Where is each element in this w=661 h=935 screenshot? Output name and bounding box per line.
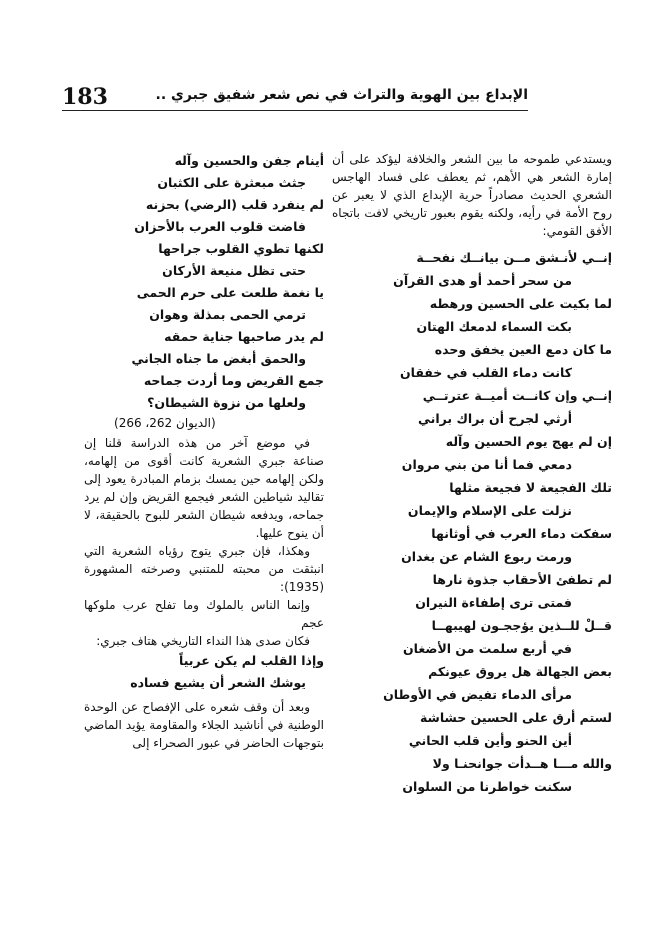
- verse-line: مرأى الدماء تفيض في الأوطان: [383, 687, 572, 702]
- verse-line: والحمق أبغض ما جناه الجاني: [131, 351, 306, 366]
- verse-line: من سحر أحمد أو هدى القرآن: [393, 273, 572, 288]
- verse-line: ولعلها من نزوة الشيطان؟: [147, 395, 306, 410]
- page-header: [62, 82, 528, 112]
- verse-line: أرثي لجرح أن براك براني: [418, 411, 572, 426]
- verse-line: دمعي فما أنا من بني مروان: [401, 457, 572, 472]
- verse-line: والله مـــا هــدأت جوانحنـا ولا: [432, 756, 612, 771]
- right-column: [332, 150, 612, 798]
- citation: (الديوان 262، 266): [114, 416, 216, 430]
- verse-line: أين الحنو وأين قلب الحاني: [408, 733, 572, 748]
- verse-line: في أربع سلمت من الأضغان: [402, 641, 572, 656]
- verse-line: فاضت قلوب العرب بالأحزان: [134, 219, 306, 234]
- paragraph: وهكذا، فإن جبري يتوج رؤياه الشعرية التي انبثقت من محبته للمتنبي وصرخته المشهورة (1935):: [84, 544, 324, 594]
- verse-line: تلك الفجيعة لا فجيعة مثلها: [449, 480, 612, 495]
- verse-line: كانت دماء القلب في خفقان: [399, 365, 572, 380]
- verse-line: حتى تظل منيعة الأركان: [162, 263, 306, 278]
- verse-line: بكت السماء لدمعك الهتان: [416, 319, 572, 334]
- quote-line: وإنما الناس بالملوك وما تفلح عرب ملوكها عجم: [84, 598, 324, 630]
- intro-paragraph: ويستدعي طموحه ما بين الشعر والخلافة ليؤكد على أن إمارة الشعر هي الأهم، ثم يعطف على فساد الهاجس الشعري الحديث مصادراً حرية الإبداع الذي لا يعبر عن روح الأمة في رأيه، ولكنه يقوم بعبور تاريخي لافت باتجاه الأفق القومي:: [332, 152, 612, 238]
- verse-line: إن لم يهج يوم الحسين وآله: [445, 434, 612, 449]
- verse-line: لم يدر صاحبها جناية حمقه: [164, 329, 324, 344]
- verse-line: قــلْ للــذين يؤججـون لهيبهــا: [431, 618, 612, 633]
- verse-line: ترمي الحمى بمذلة وهوان: [149, 307, 306, 322]
- paragraph: في موضع آخر من هذه الدراسة قلنا إن صناعة جبري الشعرية كانت أقوى من إلهامه، ولكن إلهامه حين يمسك بزمام المبادرة يعود إلى تقاليد شياطين الشعر فيجمع القريض وإن لم يرد جماحه، ويدفعه شيطان الشعر للبوح بالحقيقة، لا أن ينوح عليها.: [84, 436, 324, 540]
- left-column: [84, 150, 324, 752]
- verse-line: لم تطفئ الأحقاب جذوة نارها: [432, 572, 612, 587]
- verse-line: لكنها تطوي القلوب جراحها: [158, 241, 324, 256]
- header-rule: [62, 110, 528, 111]
- right-verses: [332, 246, 612, 798]
- verse-line: إنــي وإن كانــت أميــة عترتــي: [422, 388, 612, 403]
- verse-line: جمع القريض وما أردت جماحه: [143, 373, 324, 388]
- paragraph: فكان صدى هذا النداء التاريخي هتاف جبري:: [96, 634, 310, 648]
- verse-line: سكنت خواطرنا من السلوان: [402, 779, 572, 794]
- verse-line: ورمت ربوع الشام عن بغدان: [401, 549, 572, 564]
- verse-line: لستم أرق على الحسين حشاشة: [419, 710, 612, 725]
- verse-line: وإذا القلب لم يكن عربياً: [179, 653, 324, 668]
- verse-line: يوشك الشعر أن يشيع فساده: [130, 675, 306, 690]
- verse-line: ما كان دمع العين يخفق وحده: [434, 342, 612, 357]
- verse-line: إنــي لأنـشق مــن بيانــك نفحــة: [416, 250, 612, 265]
- verse-line: أينام جفن والحسين وآله: [174, 153, 324, 168]
- verse-line: نزلت على الإسلام والإيمان: [407, 503, 572, 518]
- page-number: 183: [62, 84, 108, 110]
- verse-line: بعض الجهالة هل يروق عيونكم: [428, 664, 612, 679]
- verse-line: لم ينفرد قلب (الرضي) بحزنه: [145, 197, 324, 212]
- verse-line: يا نغمة طلعت على حرم الحمى: [136, 285, 324, 300]
- verse-line: جثث مبعثرة على الكثبان: [157, 175, 306, 190]
- verse-line: فمتى ترى إطفاءة النيران: [415, 595, 572, 610]
- paragraph: وبعد أن وقف شعره على الإفصاح عن الوحدة الوطنية في أناشيد الجلاء والمقاومة يؤيد الماضي بتوجهات الحاضر في عبور الصحراء إلى: [84, 700, 324, 750]
- verse-line: لما بكيت على الحسين ورهطه: [429, 296, 612, 311]
- verse-line: سفكت دماء العرب في أوثانها: [431, 526, 612, 541]
- running-title: الإبداع بين الهوية والتراث في نص شعر شفيق جبري ..: [155, 87, 528, 103]
